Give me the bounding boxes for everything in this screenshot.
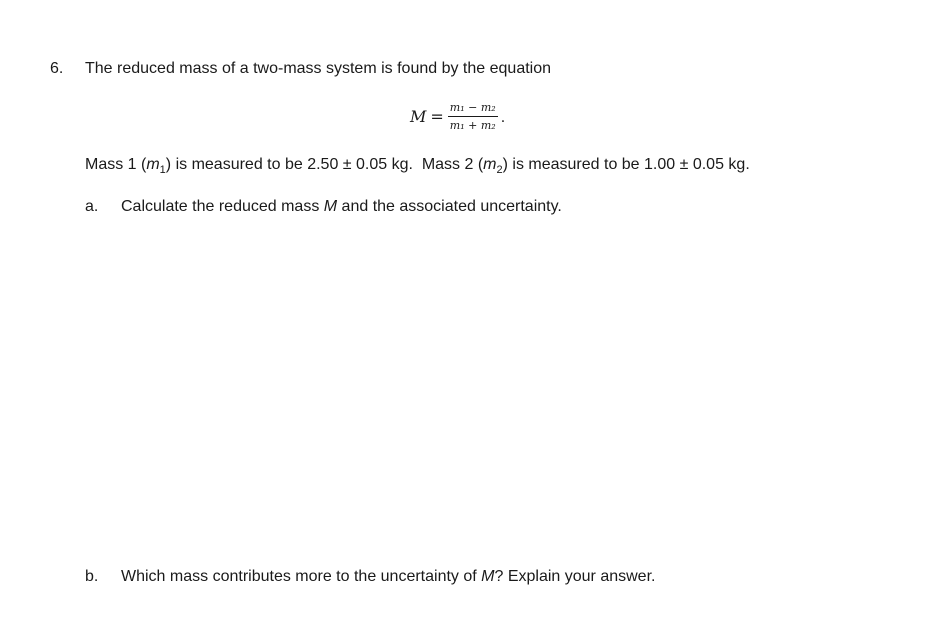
mass2-symbol: m xyxy=(483,156,497,173)
part-b-text-after: ? Explain your answer. xyxy=(494,568,656,585)
part-a-label: a. xyxy=(85,198,99,215)
equation-equals: = xyxy=(430,106,444,126)
mass2-subscript: 2 xyxy=(496,164,503,177)
equation-terminator: . xyxy=(500,110,506,126)
equation-denominator: m₁ + m₂ xyxy=(449,118,496,132)
part-a-text-after: and the associated uncertainty. xyxy=(337,198,562,215)
reduced-mass-equation xyxy=(410,96,505,136)
part-b-label: b. xyxy=(85,568,99,585)
part-a-var: M xyxy=(323,198,338,215)
mass2-suffix: ) is measured to be 1.00 ± 0.05 kg. xyxy=(502,156,750,173)
mass1-suffix: ) is measured to be 2.50 ± 0.05 kg. xyxy=(165,156,413,173)
mass2-prefix: Mass 2 ( xyxy=(421,156,484,173)
part-b-text xyxy=(121,567,655,587)
part-a-text xyxy=(121,197,562,217)
equation-numerator: m₁ − m₂ xyxy=(449,100,496,114)
mass1-symbol: m xyxy=(146,156,160,173)
question-number: 6. xyxy=(50,60,64,77)
part-a-text-before: Calculate the reduced mass xyxy=(121,198,324,215)
fraction-bar xyxy=(448,116,498,117)
mass1-subscript: 1 xyxy=(159,164,166,177)
equation-lhs: M xyxy=(410,106,427,126)
mass1-prefix: Mass 1 ( xyxy=(85,156,147,173)
given-values xyxy=(85,155,750,180)
part-b-var: M xyxy=(481,568,495,585)
part-b-text-before: Which mass contributes more to the uncertainty of xyxy=(121,568,482,585)
question-stem: The reduced mass of a two-mass system is found by the equation xyxy=(85,60,552,77)
equation-fraction xyxy=(448,101,498,132)
